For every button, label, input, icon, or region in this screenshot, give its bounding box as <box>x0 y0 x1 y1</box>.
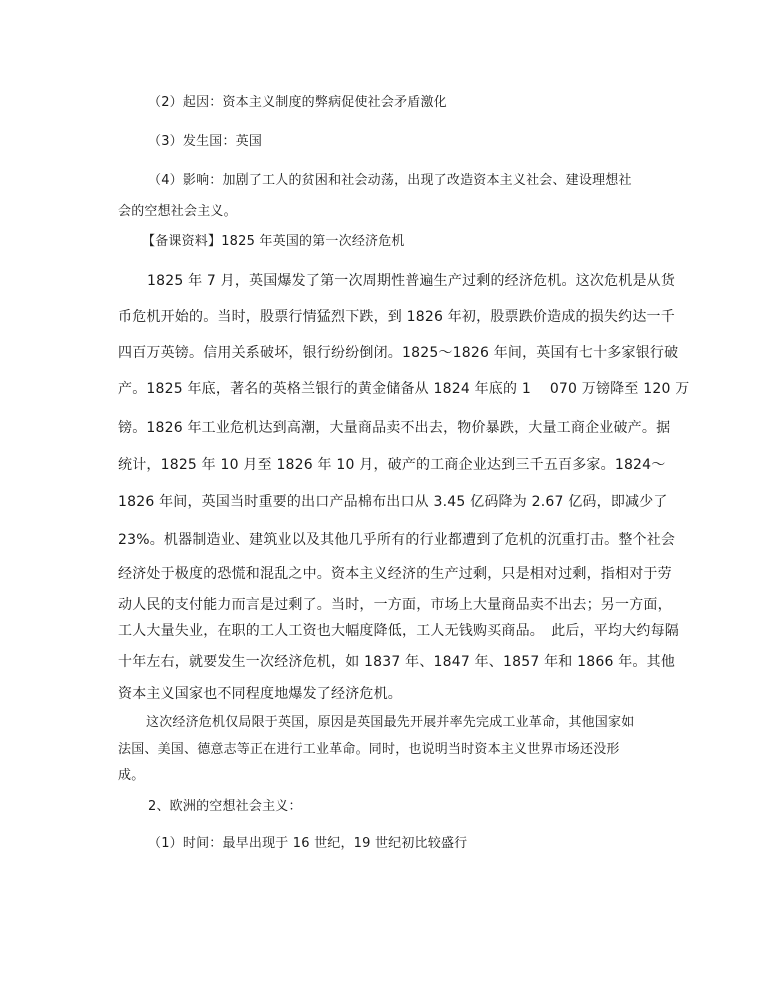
reference-paragraph-line: 镑。1826 年工业危机达到高潮，大量商品卖不出去，物价暴跌，大量工商企业破产。据 <box>118 420 671 436</box>
reference-paragraph-line: 1825 年 7 月，英国爆发了第一次周期性普遍生产过剩的经济危机。这次危机是从货 <box>147 273 676 289</box>
reference-title: 【备课资料】1825 年英国的第一次经济危机 <box>142 234 405 249</box>
conclusion-line: 成。 <box>118 768 145 783</box>
section-heading: 2、欧洲的空想社会主义： <box>148 799 302 814</box>
conclusion-line: 这次经济危机仅局限于英国，原因是英国最先开展并率先完成工业革命，其他国家如 <box>146 715 635 730</box>
reference-paragraph-line: 1826 年间，英国当时重要的出口产品棉布出口从 3.45 亿码降为 2.67 亿码，即减少了 <box>118 494 668 510</box>
reference-paragraph-line: 币危机开始的。当时，股票行情猛烈下跌，到 1826 年初，股票跌价造成的损失约达一千 <box>118 309 675 325</box>
time-item: （1）时间：最早出现于 16 世纪，19 世纪初比较盛行 <box>148 836 468 851</box>
reference-paragraph-line: 产。1825 年底，著名的英格兰银行的黄金储备从 1824 年底的 1 070 万镑降至 120 万 <box>118 381 690 397</box>
reference-paragraph-line: 工人大量失业，在职的工人工资也大幅度降低，工人无钱购买商品。 此后，平均大约每隔 <box>118 623 679 639</box>
reference-paragraph-line: 十年左右，就要发生一次经济危机，如 1837 年、1847 年、1857 年和 1866 年。其他 <box>118 654 676 670</box>
reference-paragraph-line: 动人民的支付能力而言是过剩了。当时，一方面，市场上大量商品卖不出去；另一方面， <box>118 597 672 613</box>
country-item: （3）发生国：英国 <box>148 134 263 149</box>
impact-item-line-1: （4）影响：加剧了工人的贫困和社会动荡，出现了改造资本主义社会、建设理想社 <box>148 173 632 188</box>
conclusion-line: 法国、美国、德意志等正在进行工业革命。同时，也说明当时资本主义世界市场还没形 <box>118 742 620 757</box>
reference-paragraph-line: 四百万英镑。信用关系破坏，银行纷纷倒闭。1825～1826 年间，英国有七十多家银行破 <box>118 345 679 361</box>
reference-paragraph-line: 23%。机器制造业、建筑业以及其他几乎所有的行业都遭到了危机的沉重打击。整个社会 <box>118 532 676 548</box>
reference-paragraph-line: 资本主义国家也不同程度地爆发了经济危机。 <box>118 686 402 702</box>
reference-paragraph-line: 经济处于极度的恐慌和混乱之中。资本主义经济的生产过剩，只是相对过剩，指相对于劳 <box>118 566 672 582</box>
impact-item-line-2: 会的空想社会主义。 <box>118 204 237 219</box>
reference-paragraph-line: 统计，1825 年 10 月至 1826 年 10 月，破产的工商企业达到三千五百多家。1824～ <box>118 457 666 473</box>
cause-item: （2）起因：资本主义制度的弊病促使社会矛盾激化 <box>148 95 447 110</box>
